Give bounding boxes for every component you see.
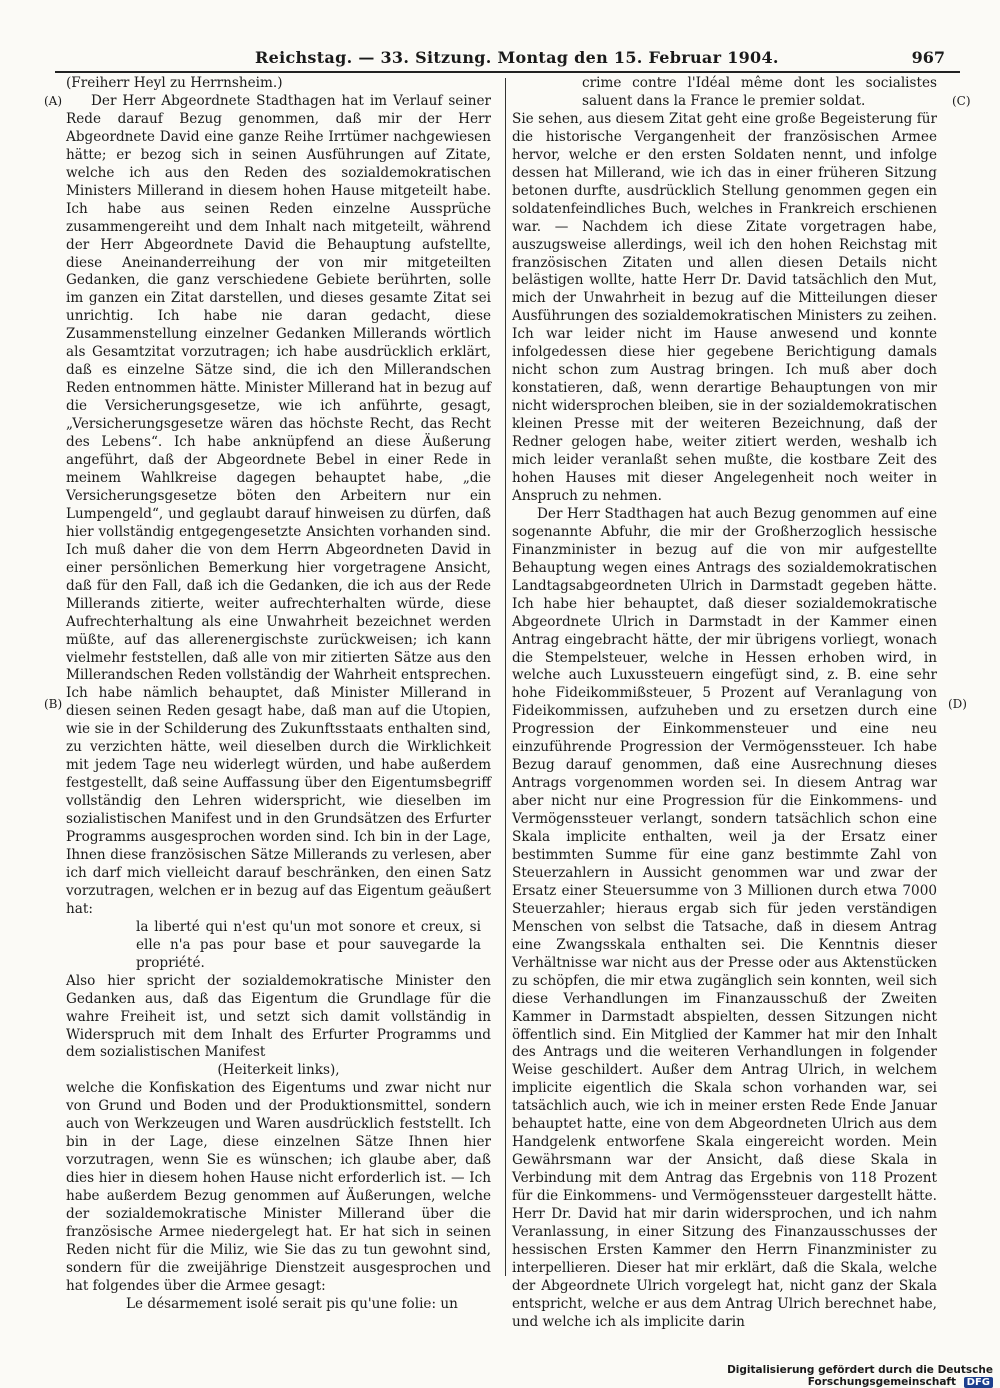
header-rule (55, 71, 960, 73)
left-paragraph-3: welche die Konfiskation des Eigentums und zwar nicht nur von Grund und Boden und der Produktionsmittel, sondern auch von Werkzeugen und Waren ausdrücklich feststellt. Ich bin in der Lage, diese einzelnen Sätze Ihnen hier vorzutragen, wenn Sie es wünschen; ich glaube aber, daß dies hier in diesem hohen Hause nicht erforderlich ist. — Ich habe außerdem Bezug genommen auf Äußerungen, welche der sozialdemokratische Minister Millerand über die französische Armee niedergelegt hat. Er hat sich in seinen Reden nicht für die Miliz, wie Sie das zu tun gewohnt sind, sondern für die zweijährige Dienstzeit ausgesprochen und hat folgendes über die Armee gesagt: (66, 1080, 491, 1294)
right-column (512, 75, 937, 1332)
margin-marker-b: (B) (44, 697, 63, 711)
french-quote-1: la liberté qui n'est qu'un mot sonore et creux, si elle n'a pas pour base et pour sauvegarde la propriété. (136, 918, 481, 971)
interjection: (Heiterkeit links), (217, 1062, 340, 1079)
footer-text: Digitalisierung gefördert durch die Deutsche Forschungsgemeinschaft (727, 1364, 993, 1388)
speaker-label: (Freiherr Heyl zu Herrnsheim.) (66, 75, 283, 91)
footer-credit (598, 1364, 993, 1388)
french-quote-2-start: Le désarmement isolé serait pis qu'une folie: un (126, 1295, 458, 1312)
right-paragraph-2: Der Herr Stadthagen hat auch Bezug genommen auf eine sogenannte Abfuhr, die mir der Großherzoglich hessische Finanzminister in bezug auf die von mir aufgestellte Behauptung wegen eines Antrags des sozialdemokratischen Landtagsabgeordneten Ulrich in Darmstadt gegeben hätte. Ich habe hier behauptet, daß dieser sozialdemokratische Abgeordnete Ulrich in Darmstadt in der Kammer einen Antrag eingebracht hätte, der mir übrigens vorliegt, wonach die Stempelsteuer, welche in Hessen erhoben wird, in welche auch Luxussteuern eingefügt sind, z. B. eine sehr hohe Fideikommißsteuer, 5 Prozent auf Veranlagung von Fideikommissen, aufzuheben und zu ersetzen durch eine Progression der Einkommensteuer und eine neu einzuführende Progression der Vermögenssteuer. Ich habe Bezug darauf genommen, daß eine Ausrechnung dieses Antrags vorgenommen worden sei. In diesem Antrag war aber nicht nur eine Progression für die Einkommens- und Vermögenssteuer verlangt, sondern tatsächlich schon eine Skala implicite enthalten, weil ja der Ersatz einer bestimmten Summe für eine ganz bestimmte Zahl von Steuerzahlern in Aussicht genommen war und zwar der Ersatz einer Steuersumme von 3 Millionen durch etwa 7000 Steuerzahler; hieraus ergab sich für jeden verständigen Menschen von selbst die Tatsache, daß in diesem Antrag eine Zwangsskala enthalten sei. Die Kenntnis dieser Verhältnisse war nicht aus der Presse oder aus Aktenstücken zu schöpfen, die mir etwa zugänglich sein konnten, weil sich diese Verhandlungen im Finanzausschuß der Zweiten Kammer in Darmstadt abspielten, dessen Sitzungen nicht öffentlich sind. Ein Mitglied der Kammer hat mir den Inhalt des Antrags und die weiteren Verhandlungen in folgender Weise geschildert. Außer dem Antrag Ulrich, in welchem implicite eigentlich die Skala schon vorhanden war, sei tatsächlich auch, wie ich in meiner ersten Rede Ende Januar behauptet hatte, eine von dem Abgeordneten Ulrich aus dem Handgelenk entworfene Skala eingereicht worden. Mein Gewährsmann war der Ansicht, daß diese Skala in Verbindung mit dem Antrag das Ergebnis von 118 Prozent für die Einkommens- und Vermögenssteuer dargestellt hätte. Herr Dr. David hat mir darin widersprochen, und ich nahm Veranlassung, in einer Sitzung des Finanzausschusses der hessischen Ersten Kammer den Herrn Finanzminister zu interpellieren. Dieser hat mir erklärt, daß die Skala, welche der Abgeordnete Ulrich vorgelegt hat, nicht ganz der Skala entspricht, welche er aus dem Antrag Ulrich berechnet habe, und welche ich als implicite darin (512, 505, 937, 1330)
column-divider (505, 78, 506, 1276)
left-paragraph-1: Der Herr Abgeordnete Stadthagen hat im Verlauf seiner Rede darauf Bezug genommen, daß mir der Herr Abgeordnete David eine ganze Reihe Irrtümer nachgewiesen hätte; er bezog sich in seinen Ausführungen auf Zitate, welche ich aus den Reden des sozialdemokratischen Ministers Millerand in diesem hohen Hause mitgeteilt habe. Ich habe aus seinen Reden einzelne Aussprüche zusammengereiht und dem Inhalt nach mitgeteilt, während der Herr Abgeordnete David die Behauptung aufstellte, diese Aneinanderreihung der von mir mitgeteilten Gedanken, die ganz verschiedene Gebiete berührten, solle im ganzen ein Zitat darstellen, und dieses gesamte Zitat sei unrichtig. Ich habe nie daran gedacht, diese Zusammenstellung einzelner Gedanken Millerands wörtlich als Gesamtzitat vorzutragen; ich habe ausdrücklich erklärt, daß es einzelne Sätze sind, die ich den Millerandschen Reden entnommen hätte. Minister Millerand hat in bezug auf die Versicherungsgesetze, wie ich anführte, gesagt, „Versicherungsgesetze wären das höchste Recht, das Recht des Lebens“. Ich habe anknüpfend an diese Äußerung angeführt, daß der Abgeordnete Bebel in einer Rede in meinem Wahlkreise dagegen behauptet habe, „die Versicherungsgesetze böten den Arbeitern nur ein Lumpengeld“, und geglaubt darauf hinweisen zu dürfen, daß hier vollständig entgegengesetzte Ansichten vorhanden sind. Ich muß daher die von dem Herrn Abgeordneten David in einer persönlichen Bemerkung hier vorgetragene Ansicht, daß für den Fall, daß ich die Gedanken, die ich aus der Rede Millerands zitierte, weiter aufrechterhalten würde, diese Aufrechterhaltung als eine Unwahrheit bezeichnet werden müßte, auf das allerenergischste zurückweisen; ich kann vielmehr feststellen, daß alle von mir zitierten Sätze aus den Millerandschen Reden vollständig der Wahrheit entsprechen. Ich habe nämlich behauptet, daß Minister Millerand in diesen seinen Reden gesagt habe, daß man auf die Utopien, wie sie in der Schilderung des Zukunftsstaats enthalten sind, zu verzichten hätte, weil dieselben durch die Wirklichkeit mit jedem Tage neu widerlegt würden, und habe außerdem festgestellt, daß seine Auffassung über den Eigentumsbegriff vollständig den Lehren widerspricht, wie dieselben im sozialistischen Manifest und in den Grundsätzen des Erfurter Programms ausgesprochen worden sind. Ich bin in der Lage, Ihnen diese französischen Sätze Millerands zu verlesen, aber ich darf mich vielleicht darauf beschränken, den einen Satz vorzutragen, welchen er in bezug auf das Eigentum geäußert hat: (66, 92, 491, 917)
page-number: 967 (911, 48, 945, 67)
margin-marker-d: (D) (948, 697, 967, 711)
right-paragraph-1: Sie sehen, aus diesem Zitat geht eine große Begeisterung für die historische Vergangenheit der französischen Armee hervor, welche er den ersten Soldaten nennt, und infolge dessen hat Millerand, wie ich das in einer früheren Sitzung betonen durfte, ausdrücklich Stellung genommen gegen ein soldatenfeindliches Buch, welches in Frankreich erschienen war. — Nachdem ich diese Zitate vorgetragen habe, auszugsweise allerdings, weil ich den hohen Reichstag mit französischen Zitaten und allen diesen Details nicht belästigen wollte, hatte Herr Dr. David tatsächlich den Mut, mich der Unwahrheit in bezug auf die Mitteilungen dieser Ausführungen des sozialdemokratischen Ministers zu zeihen. Ich war leider nicht im Hause anwesend und konnte infolgedessen diese hier gegebene Berichtigung damals nicht schon zum Austrag bringen. Ich muß aber doch konstatieren, daß, wenn derartige Behauptungen von mir nicht widersprochen bleiben, sie in der sozialdemokratischen kleinen Presse mit der weiteren Bezeichnung, daß der Redner gelogen habe, weiter zitiert werden, weshalb ich mich leider veranlaßt sehen mußte, die kostbare Zeit des hohen Hauses mit dieser Angelegenheit noch weiter in Anspruch zu nehmen. (512, 110, 937, 504)
left-column (66, 75, 491, 1314)
page-header (55, 44, 955, 72)
margin-marker-c: (C) (952, 94, 971, 108)
running-title: Reichstag. — 33. Sitzung. Montag den 15. Februar 1904. (255, 48, 779, 67)
margin-marker-a: (A) (44, 94, 63, 108)
left-paragraph-2: Also hier spricht der sozialdemokratische Minister den Gedanken aus, daß das Eigentum die Grundlage für die wahre Freiheit ist, und setzt sich damit vollständig in Widerspruch mit dem Inhalt des Erfurter Programms und dem sozialistischen Manifest (66, 972, 491, 1061)
french-quote-2-end: crime contre l'Idéal même dont les socialistes saluent dans la France le premier soldat. (582, 75, 937, 109)
dfg-logo: DFG (964, 1377, 993, 1388)
